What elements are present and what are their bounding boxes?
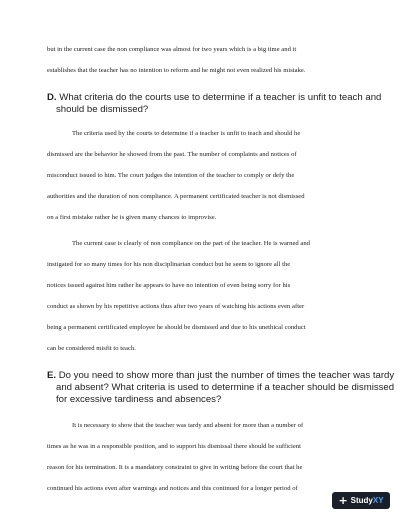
section-d-tag: D. [47, 92, 57, 103]
body-text-line: but in the current case the non compliance was almost for two years which is a big time and it [47, 46, 297, 53]
body-text-line: establishes that the teacher has no intention to reform and he might not even realized his mistake. [47, 67, 306, 74]
body-text-line: times as he was in a responsible position, and to support his dismissal there should be sufficient [47, 443, 302, 450]
body-text-line: dismissed are the behavior he showed from the past. The number of complaints and notices of [47, 151, 297, 158]
body-text-line: notices issued against him rather he appears to have no intention of even being sorry for his [47, 282, 291, 289]
body-text-line: The criteria used by the courts to determine if a teacher is unfit to teach and should he [72, 130, 301, 137]
section-e-tag: E. [47, 370, 57, 381]
brand-name-accent: XY [372, 496, 384, 505]
body-text-line: on a first mistake rather he is given many chances to improvise. [47, 214, 217, 221]
section-d-heading-cont: should be dismissed? [56, 104, 149, 115]
body-text-line: It is necessary to show that the teacher was tardy and absent for more than a number of [72, 422, 304, 429]
brand-name-main: Study [350, 496, 373, 505]
body-text-line: being a permanent certificated employee he should be dismissed and due to his unethical conduct [47, 324, 306, 331]
body-text-line: can be considered misfit to teach. [47, 345, 136, 352]
body-text-line: authorities and the duration of non compliance. A permanent certificated teacher is not dismissed [47, 193, 305, 200]
section-d-heading-text: What criteria do the courts use to determine if a teacher is unfit to teach and [59, 92, 382, 103]
body-text-line: misconduct issued to him. The court judges the intention of the teacher to comply or defy the [47, 172, 295, 179]
body-text-line: instigated for so many times for his non disciplinarian conduct but he seem to ignore all the [47, 261, 291, 268]
body-text-line: The current case is clearly of non compliance on the part of the teacher. He is warned and [72, 240, 310, 247]
section-e-heading-cont: for excessive tardiness and absences? [56, 394, 222, 405]
body-text-line: conduct as shown by his repetitive actions thus after two years of watching his actions even after [47, 303, 305, 310]
section-d-heading [47, 92, 381, 103]
section-e-heading-cont: and absent? What criteria is used to determine if a teacher should be dismissed [56, 382, 395, 393]
brand-name [351, 496, 384, 505]
plus-icon: + [338, 494, 348, 507]
section-e-heading [47, 370, 394, 381]
section-e-heading-text: Do you need to show more than just the number of times the teacher was tardy [58, 370, 395, 381]
body-text-line: reason for his termination. It is a mandatory constraint to give in writing before the court that he [47, 464, 303, 471]
body-text-line: continued his actions even after warnings and notices and this continued for a longer period of [47, 485, 298, 492]
studyxy-badge[interactable] [332, 492, 390, 509]
